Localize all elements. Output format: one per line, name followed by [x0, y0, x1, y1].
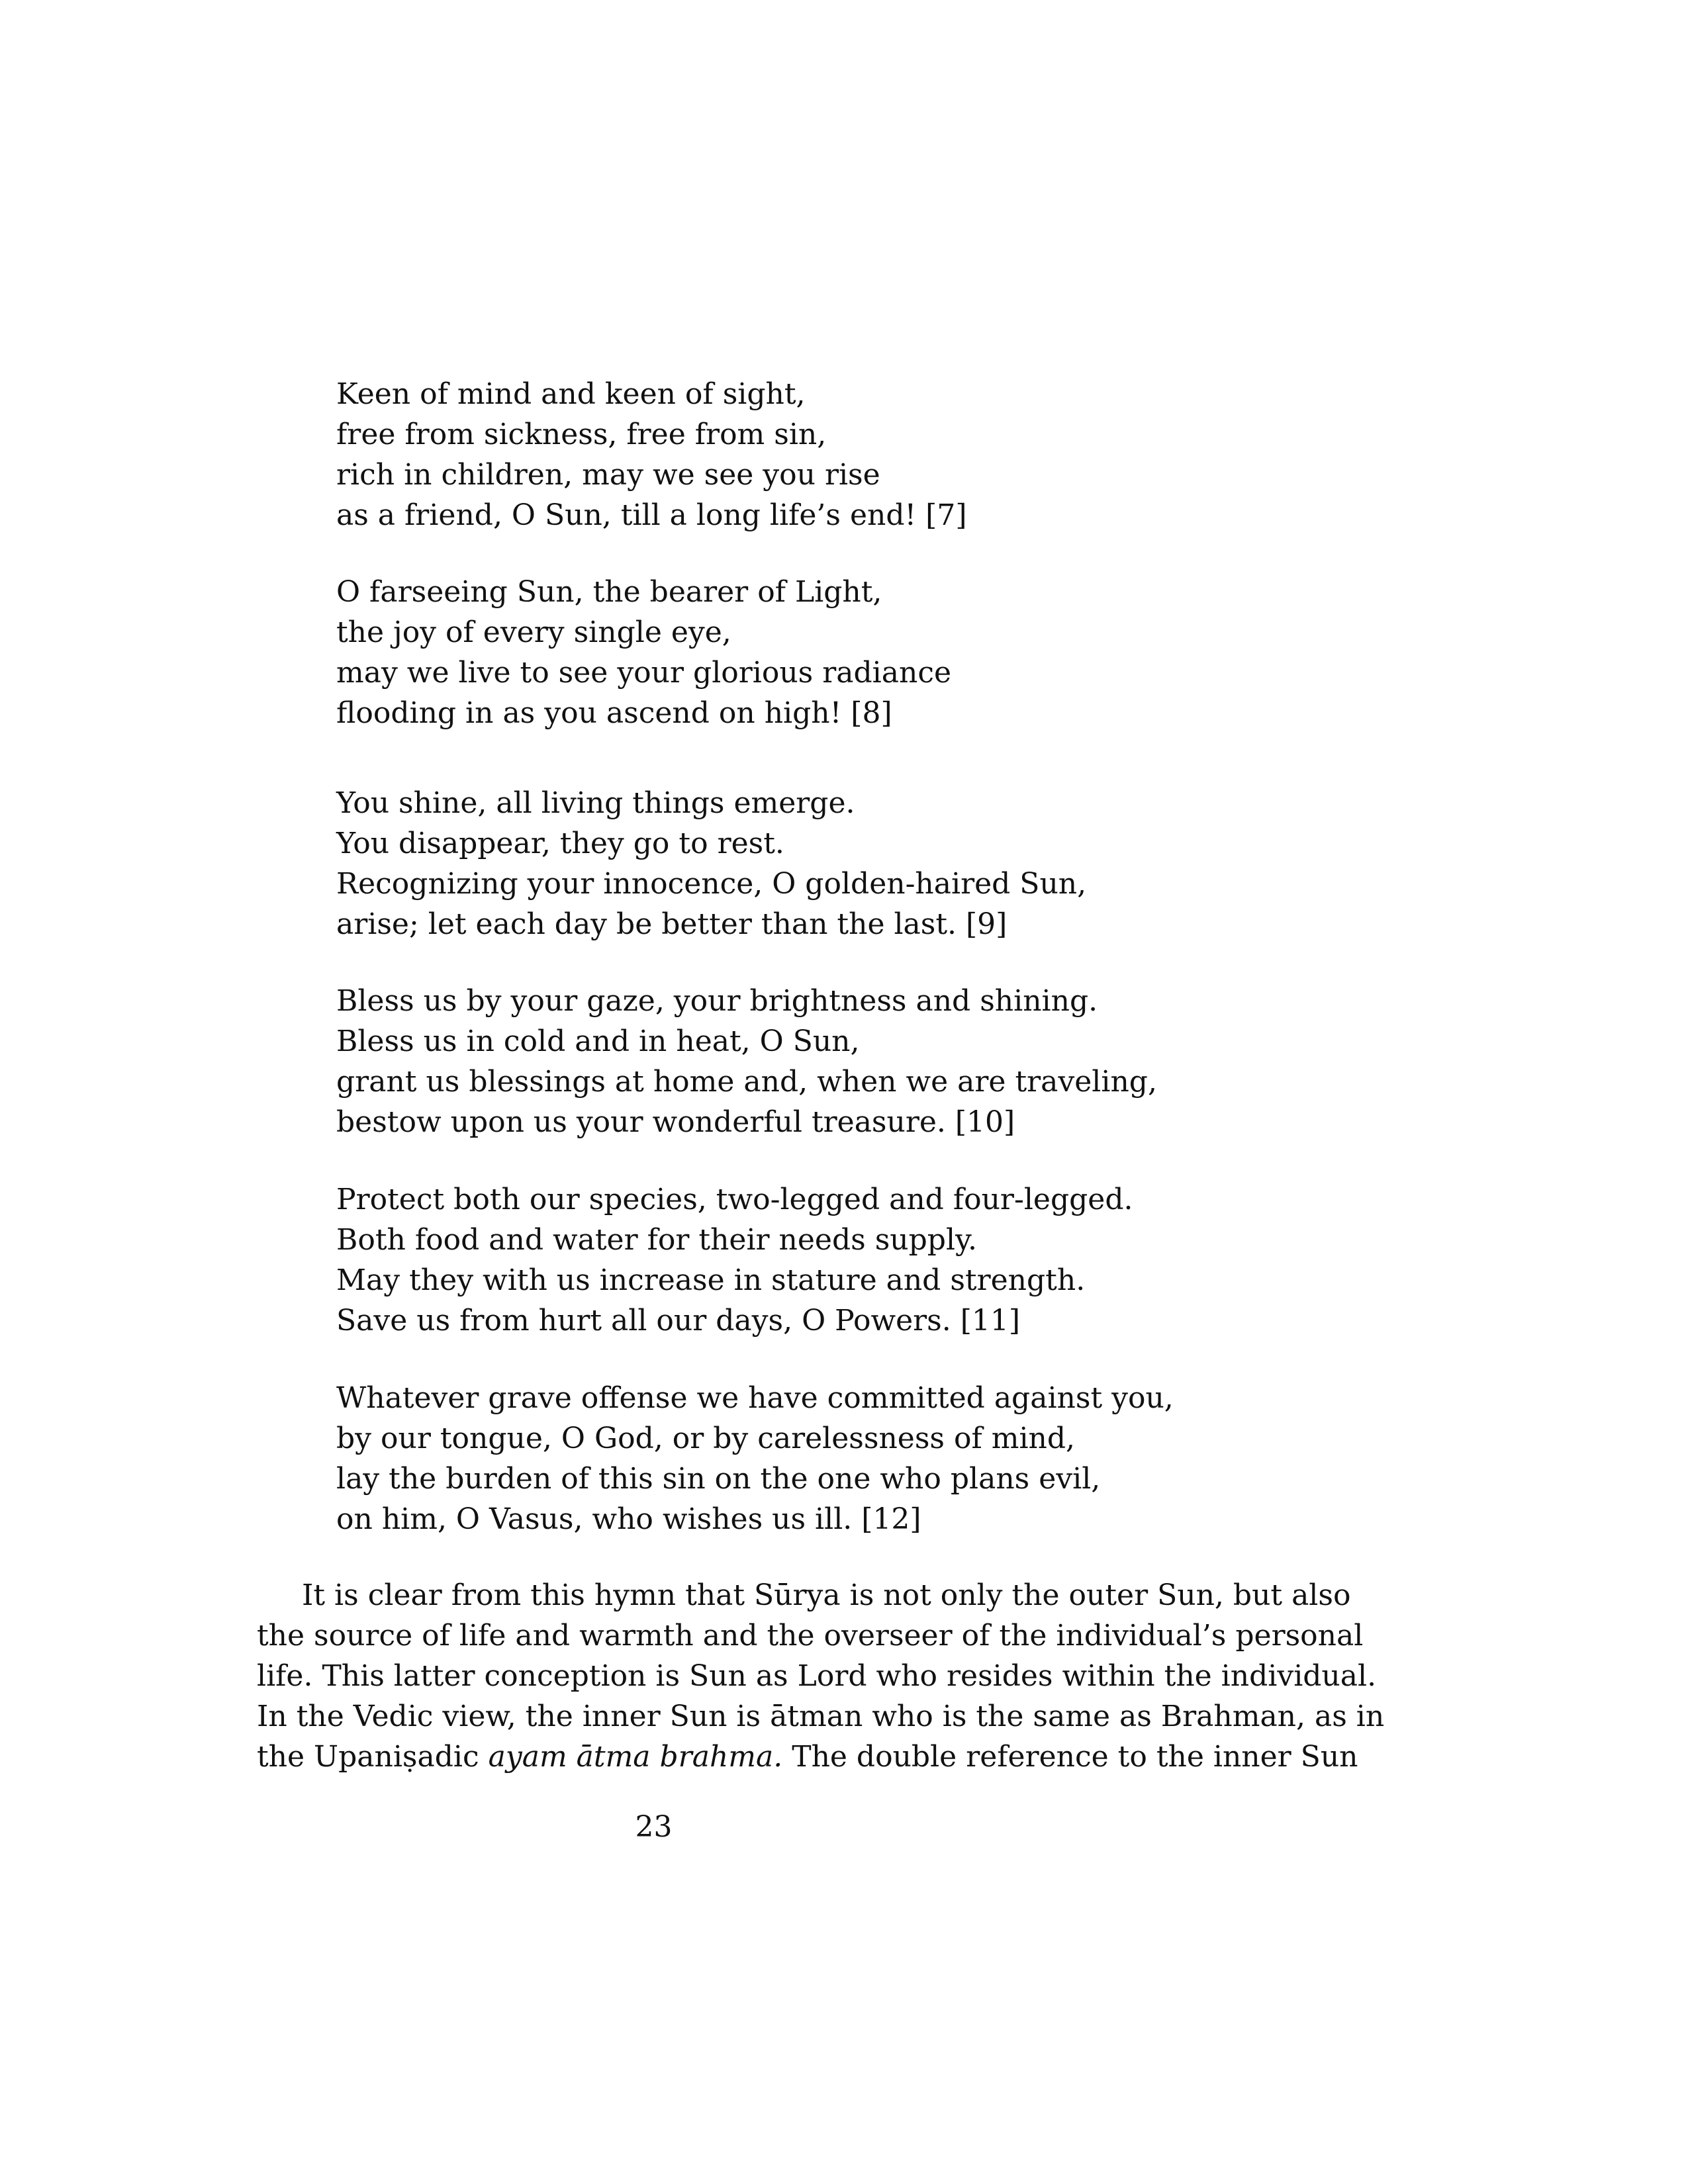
verse-line: Protect both our species, two-legged and four-legged.	[336, 1183, 1133, 1216]
sanskrit-phrase: ayam ātma brahma.	[488, 1740, 783, 1774]
verse-line: on him, O Vasus, who wishes us ill. [12]	[336, 1502, 921, 1536]
verse-line: O farseeing Sun, the bearer of Light,	[336, 575, 882, 609]
page-number: 23	[635, 1810, 673, 1844]
stanza-12	[336, 1378, 1462, 1539]
verse-line: as a friend, O Sun, till a long life’s end! [7]	[336, 498, 967, 532]
verse-line: rich in children, may we see you rise	[336, 458, 880, 492]
verse-line: Save us from hurt all our days, O Powers. [11]	[336, 1304, 1021, 1338]
verse-line: arise; let each day be better than the last. [9]	[336, 907, 1008, 941]
paragraph-line	[257, 1737, 1358, 1777]
verse-line: grant us blessings at home and, when we are traveling,	[336, 1065, 1157, 1099]
verse-line: May they with us increase in stature and strength.	[336, 1263, 1086, 1297]
paragraph-line: In the Vedic view, the inner Sun is ātman who is the same as Brahman, as in	[257, 1700, 1385, 1733]
paragraph-text: the Upaniṣadic	[257, 1740, 489, 1774]
stanza-8	[336, 572, 1462, 733]
verse-line: bestow upon us your wonderful treasure. [10]	[336, 1105, 1015, 1139]
stanza-7	[336, 374, 1462, 535]
verse-line: Both food and water for their needs supply.	[336, 1223, 978, 1257]
verse-line: free from sickness, free from sin,	[336, 418, 827, 451]
verse-line: Bless us by your gaze, your brightness and shining.	[336, 984, 1098, 1018]
stanza-9	[336, 783, 1462, 944]
verse-line: by our tongue, O God, or by carelessness of mind,	[336, 1422, 1076, 1455]
verse-line: You disappear, they go to rest.	[336, 827, 784, 860]
stanza-10	[336, 981, 1462, 1142]
body-paragraph	[257, 1575, 1385, 1777]
verse-line: You shine, all living things emerge.	[336, 786, 855, 820]
verse-line: the joy of every single eye,	[336, 615, 731, 649]
paragraph-text: The double reference to the inner Sun	[782, 1740, 1358, 1774]
paragraph-line: life. This latter conception is Sun as Lord who resides within the individual.	[257, 1659, 1377, 1693]
stanza-11	[336, 1179, 1462, 1341]
verse-line: Recognizing your innocence, O golden-haired Sun,	[336, 867, 1087, 901]
verse-line: Whatever grave offense we have committed against you,	[336, 1381, 1174, 1415]
paragraph-line: the source of life and warmth and the overseer of the individual’s personal	[257, 1619, 1364, 1653]
verse-line: flooding in as you ascend on high! [8]	[336, 696, 892, 730]
verse-line: may we live to see your glorious radiance	[336, 656, 952, 690]
verse-line: Keen of mind and keen of sight,	[336, 377, 806, 411]
paragraph-line: It is clear from this hymn that Sūrya is not only the outer Sun, but also	[302, 1578, 1351, 1612]
verse-line: lay the burden of this sin on the one who plans evil,	[336, 1462, 1101, 1496]
verse-line: Bless us in cold and in heat, O Sun,	[336, 1024, 860, 1058]
